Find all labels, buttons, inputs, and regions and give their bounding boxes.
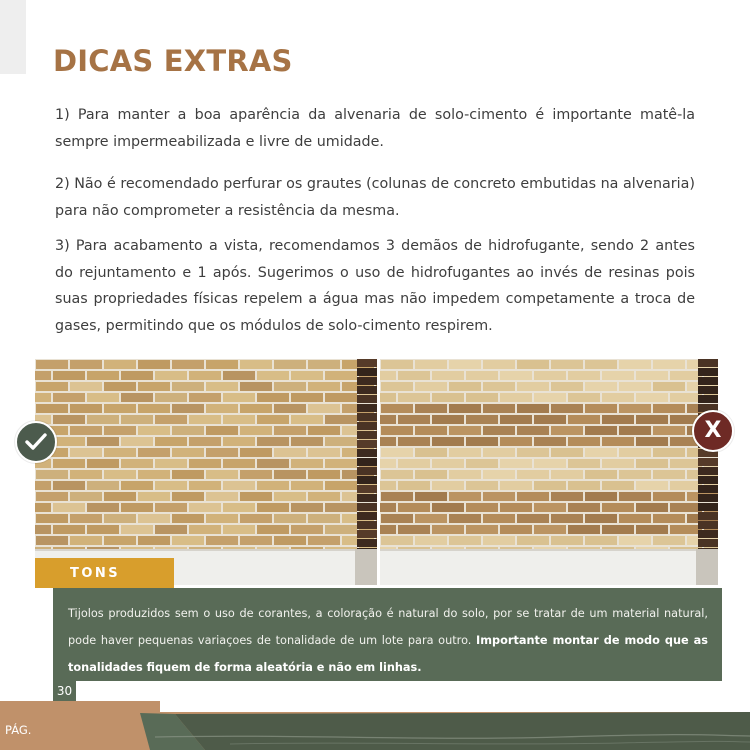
page-title: DICAS EXTRAS: [53, 44, 293, 78]
tons-box: [53, 588, 722, 681]
footer-decoration: [0, 700, 750, 750]
tons-label: TONS: [70, 566, 121, 581]
tons-bold-text: Importante montar de modo que as tonalidades fiquem de forma aleatória e não em linhas.: [68, 634, 708, 674]
check-icon: [15, 421, 57, 463]
page-number: 30: [53, 680, 76, 701]
tip-3: 3) Para acabamento a vista, recomendamos 3 demãos de hidrofugante, sendo 2 antes do rejuntamento e 1 após. Sugerimos o uso de hidrofugantes ao invés de resinas pois suas propriedades físicas repelem a água mas não impedem competamente a troca de gases, permitindo que os módulos de solo-cimento respirem.: [55, 238, 695, 334]
tip-1: 1) Para manter a boa aparência da alvenaria de solo-cimento é importante matê-la sempre impermeabilizada e livre de umidade.: [55, 107, 695, 150]
random-tones-wall-photo: [35, 359, 377, 585]
banded-tones-wall-photo: [380, 359, 718, 585]
x-icon: X: [692, 410, 734, 452]
tip-2: 2) Não é recomendado perfurar os grautes (colunas de concreto embutidas na alvenaria) para não comprometer a resistência da mesma.: [55, 176, 695, 219]
page-label: PÁG.: [5, 723, 32, 737]
tons-text: Tijolos produzidos sem o uso de corantes, a coloração é natural do solo, por se tratar de um material natural, pode haver pequenas variaçoes de tonalidade de um lote para outro. Importante montar de modo que as tonalidades fiquem de forma aleatória e não em linhas.: [68, 607, 708, 674]
corner-tab: [0, 0, 26, 74]
